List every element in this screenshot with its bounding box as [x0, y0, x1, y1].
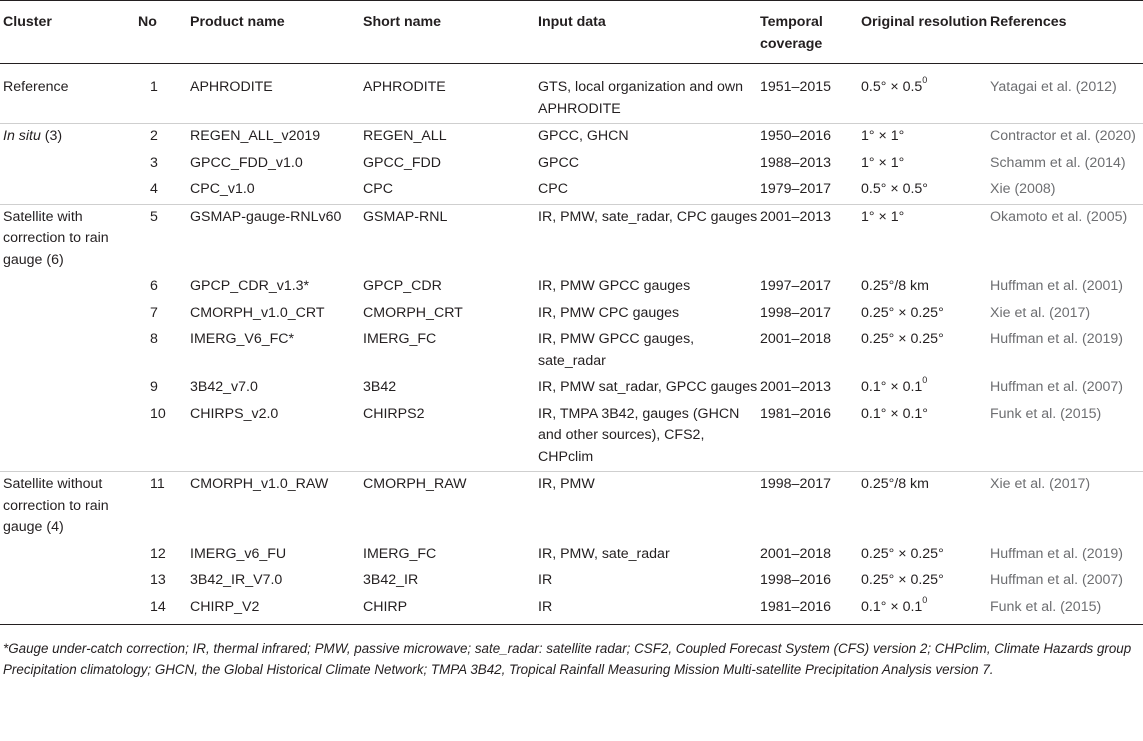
cell-temporal-coverage: 2001–2018: [760, 331, 832, 347]
resolution-value: 0.25°/8 km: [861, 278, 929, 294]
cell-temporal-coverage: 2001–2018: [760, 545, 832, 562]
cell-cluster: [0, 274, 138, 301]
cell-cluster: [0, 472, 138, 542]
cell-product-name: REGEN_ALL_v2019: [190, 124, 363, 151]
header-original-resolution: Original resolution: [861, 14, 988, 30]
resolution-superscript: 0: [922, 375, 928, 386]
header-product-name: Product name: [190, 14, 285, 30]
cell-no: 1: [150, 79, 158, 95]
cluster-count: (3): [40, 128, 63, 144]
cell-input-data: IR, PMW GPCC gauges: [538, 278, 691, 294]
header-input-data: Input data: [538, 14, 606, 30]
cell-short-name: CMORPH_RAW: [363, 472, 538, 542]
header-references: References: [990, 14, 1067, 30]
table-row: [0, 402, 1143, 472]
cell-original-resolution: [861, 327, 990, 375]
resolution-value: 0.1° × 0.1°: [861, 405, 928, 422]
cell-reference: Huffman et al. (2007): [990, 379, 1124, 395]
cell-reference: Yatagai et al. (2012): [990, 79, 1117, 95]
cell-original-resolution: [861, 64, 990, 124]
cell-product-name: 3B42_IR_V7.0: [190, 572, 283, 588]
table-row: [0, 274, 1143, 301]
cell-no: 3: [150, 154, 158, 171]
table-row: [0, 177, 1143, 204]
cell-short-name: GSMAP-RNL: [363, 204, 538, 274]
resolution-value: 0.25° × 0.25°: [861, 331, 944, 347]
cell-short-name: CPC: [363, 181, 393, 197]
cell-input-data: IR, PMW sat_radar, GPCC gauges: [538, 379, 758, 395]
cell-no: 14: [150, 598, 166, 615]
cell-product-name: IMERG_V6_FC*: [190, 331, 295, 347]
cell-product-name: CMORPH_v1.0_RAW: [190, 472, 363, 542]
table-row: [0, 64, 1143, 124]
cell-original-resolution: [861, 472, 990, 542]
cell-temporal-coverage: 2001–2013: [760, 204, 861, 274]
cell-input-data: IR, PMW GPCC gauges, sate_radar: [538, 331, 695, 369]
cell-original-resolution: [861, 402, 990, 472]
cell-original-resolution: [861, 274, 990, 301]
cell-reference: Huffman et al. (2019): [990, 545, 1124, 562]
cell-original-resolution: [861, 568, 990, 595]
cell-reference: Xie (2008): [990, 181, 1056, 197]
cell-short-name: CMORPH_CRT: [363, 304, 463, 321]
cell-product-name: GPCC_FDD_v1.0: [190, 154, 303, 171]
cell-original-resolution: [861, 542, 990, 569]
cell-cluster: [0, 64, 138, 124]
cell-no: 11: [138, 472, 190, 542]
cell-original-resolution: [861, 595, 990, 625]
cell-no: 6: [150, 278, 158, 294]
cell-temporal-coverage: 1998–2017: [760, 304, 832, 321]
cell-reference: Schamm et al. (2014): [990, 154, 1126, 171]
cell-cluster: [0, 542, 138, 569]
cell-temporal-coverage: 1988–2013: [760, 154, 832, 171]
resolution-value: 0.25° × 0.25°: [861, 545, 944, 562]
cell-product-name: CHIRP_V2: [190, 598, 260, 615]
cell-product-name: CHIRPS_v2.0: [190, 405, 279, 422]
cell-original-resolution: [861, 151, 990, 178]
cell-temporal-coverage: 1979–2017: [760, 181, 832, 197]
cell-original-resolution: [861, 177, 990, 204]
cell-temporal-coverage: 1998–2017: [760, 472, 861, 542]
cluster-label: Satellite with correction to rain gauge (6): [3, 208, 109, 268]
cell-input-data: IR, PMW, sate_radar, CPC gauges: [538, 204, 760, 274]
cell-cluster: [0, 595, 138, 625]
cell-short-name: REGEN_ALL: [363, 124, 538, 151]
header-cluster: Cluster: [3, 14, 52, 30]
cell-no: 5: [138, 204, 190, 274]
cell-product-name: GPCP_CDR_v1.3*: [190, 278, 310, 294]
cell-product-name: 3B42_v7.0: [190, 379, 258, 395]
cell-original-resolution: [861, 204, 990, 274]
cell-short-name: GPCC_FDD: [363, 154, 442, 171]
cell-no: 7: [150, 304, 158, 321]
cell-product-name: APHRODITE: [190, 79, 273, 95]
table-row: [0, 542, 1143, 569]
cell-short-name: CHIRP: [363, 598, 408, 615]
cell-short-name: IMERG_FC: [363, 331, 437, 347]
cell-input-data: IR, PMW CPC gauges: [538, 304, 680, 321]
cell-cluster: [0, 301, 138, 328]
cell-input-data: IR, PMW: [538, 472, 760, 542]
cell-cluster: [0, 177, 138, 204]
table-row: [0, 375, 1143, 402]
cell-temporal-coverage: 1951–2015: [760, 79, 832, 95]
cell-input-data: GTS, local organization and own APHRODITE: [538, 79, 744, 117]
cell-temporal-coverage: 1981–2016: [760, 405, 832, 422]
table-body: [0, 64, 1143, 625]
cell-input-data: GPCC, GHCN: [538, 124, 760, 151]
cell-no: 9: [150, 379, 158, 395]
cell-product-name: CPC_v1.0: [190, 181, 255, 197]
cell-cluster: [0, 124, 138, 151]
table-row: [0, 327, 1143, 375]
cell-product-name: IMERG_v6_FU: [190, 545, 287, 562]
cell-reference: Funk et al. (2015): [990, 598, 1102, 615]
cell-short-name: IMERG_FC: [363, 545, 437, 562]
resolution-value: 0.5° × 0.5: [861, 79, 923, 95]
cell-short-name: CHIRPS2: [363, 405, 425, 422]
table-footnote: *Gauge under-catch correction; IR, thermal infrared; PMW, passive microwave; sate_radar: satellite radar; CSF2, Coupled Forecast System (CFS) version 2; CHPclim, Climate Hazards group Precipitation climatology; GHCN, the Global Historical Climate Network; TMPA 3B42, Tropical Rainfall Measuring Mission Multi-satellite Precipitation Analysis version 7.: [3, 641, 1132, 677]
cell-reference: Funk et al. (2015): [990, 405, 1102, 422]
header-no: No: [138, 14, 157, 30]
table-row: [0, 204, 1143, 274]
cell-temporal-coverage: 1998–2016: [760, 572, 832, 588]
table-row: [0, 595, 1143, 625]
cell-temporal-coverage: 1997–2017: [760, 278, 832, 294]
cell-temporal-coverage: 2001–2013: [760, 379, 832, 395]
cell-temporal-coverage: 1981–2016: [760, 598, 832, 615]
table-row: [0, 151, 1143, 178]
table-row: [0, 568, 1143, 595]
cell-cluster: [0, 568, 138, 595]
cell-cluster: [0, 375, 138, 402]
cell-input-data: IR, TMPA 3B42, gauges (GHCN and other sources), CFS2, CHPclim: [538, 405, 740, 465]
cell-reference: Xie et al. (2017): [990, 304, 1091, 321]
table-row: [0, 124, 1143, 151]
cell-reference: Okamoto et al. (2005): [990, 204, 1143, 274]
cell-input-data: IR, PMW, sate_radar: [538, 545, 670, 562]
cell-short-name: 3B42_IR: [363, 572, 419, 588]
resolution-value: 0.1° × 0.1: [861, 598, 923, 615]
cell-no: 12: [150, 545, 166, 562]
cell-cluster: [0, 204, 138, 274]
cell-input-data: CPC: [538, 181, 568, 197]
cell-input-data: IR: [538, 572, 553, 588]
cell-original-resolution: [861, 375, 990, 402]
cluster-label: Reference: [3, 79, 69, 95]
resolution-superscript: 0: [922, 75, 928, 86]
resolution-value: 1° × 1°: [861, 154, 905, 171]
table-row: [0, 472, 1143, 542]
resolution-superscript: 0: [922, 594, 928, 605]
cell-no: 13: [150, 572, 166, 588]
cluster-label: In situ: [3, 128, 41, 144]
cell-original-resolution: [861, 301, 990, 328]
cell-no: 8: [150, 331, 158, 347]
cell-no: 2: [138, 124, 190, 151]
cell-cluster: [0, 402, 138, 472]
cell-short-name: APHRODITE: [363, 79, 446, 95]
resolution-value: 0.5° × 0.5°: [861, 181, 928, 197]
cell-temporal-coverage: 1950–2016: [760, 124, 861, 151]
table-header-row: [0, 1, 1143, 64]
cell-reference: Contractor et al. (2020): [990, 124, 1143, 151]
resolution-value: 1° × 1°: [861, 208, 905, 225]
cell-no: 4: [150, 181, 158, 197]
table-row: [0, 301, 1143, 328]
resolution-value: 0.25°/8 km: [861, 476, 929, 492]
cell-product-name: CMORPH_v1.0_CRT: [190, 304, 325, 321]
resolution-value: 1° × 1°: [861, 128, 905, 144]
cell-product-name: GSMAP-gauge-RNLv60: [190, 204, 363, 274]
cell-reference: Huffman et al. (2001): [990, 278, 1124, 294]
cell-input-data: IR: [538, 598, 553, 615]
cell-input-data: GPCC: [538, 154, 579, 171]
cell-cluster: [0, 151, 138, 178]
cluster-label: Satellite without correction to rain gauge (4): [3, 476, 109, 535]
cell-reference: Huffman et al. (2007): [990, 572, 1124, 588]
resolution-value: 0.25° × 0.25°: [861, 304, 944, 321]
header-short-name: Short name: [363, 14, 442, 30]
cell-original-resolution: [861, 124, 990, 151]
cell-short-name: GPCP_CDR: [363, 278, 442, 294]
header-temporal-coverage: Temporal coverage: [760, 14, 823, 52]
resolution-value: 0.25° × 0.25°: [861, 572, 944, 588]
resolution-value: 0.1° × 0.1: [861, 379, 923, 395]
cell-short-name: 3B42: [363, 379, 397, 395]
cell-reference: Huffman et al. (2019): [990, 331, 1124, 347]
cell-cluster: [0, 327, 138, 375]
cell-no: 10: [150, 405, 166, 422]
cell-reference: Xie et al. (2017): [990, 472, 1143, 542]
